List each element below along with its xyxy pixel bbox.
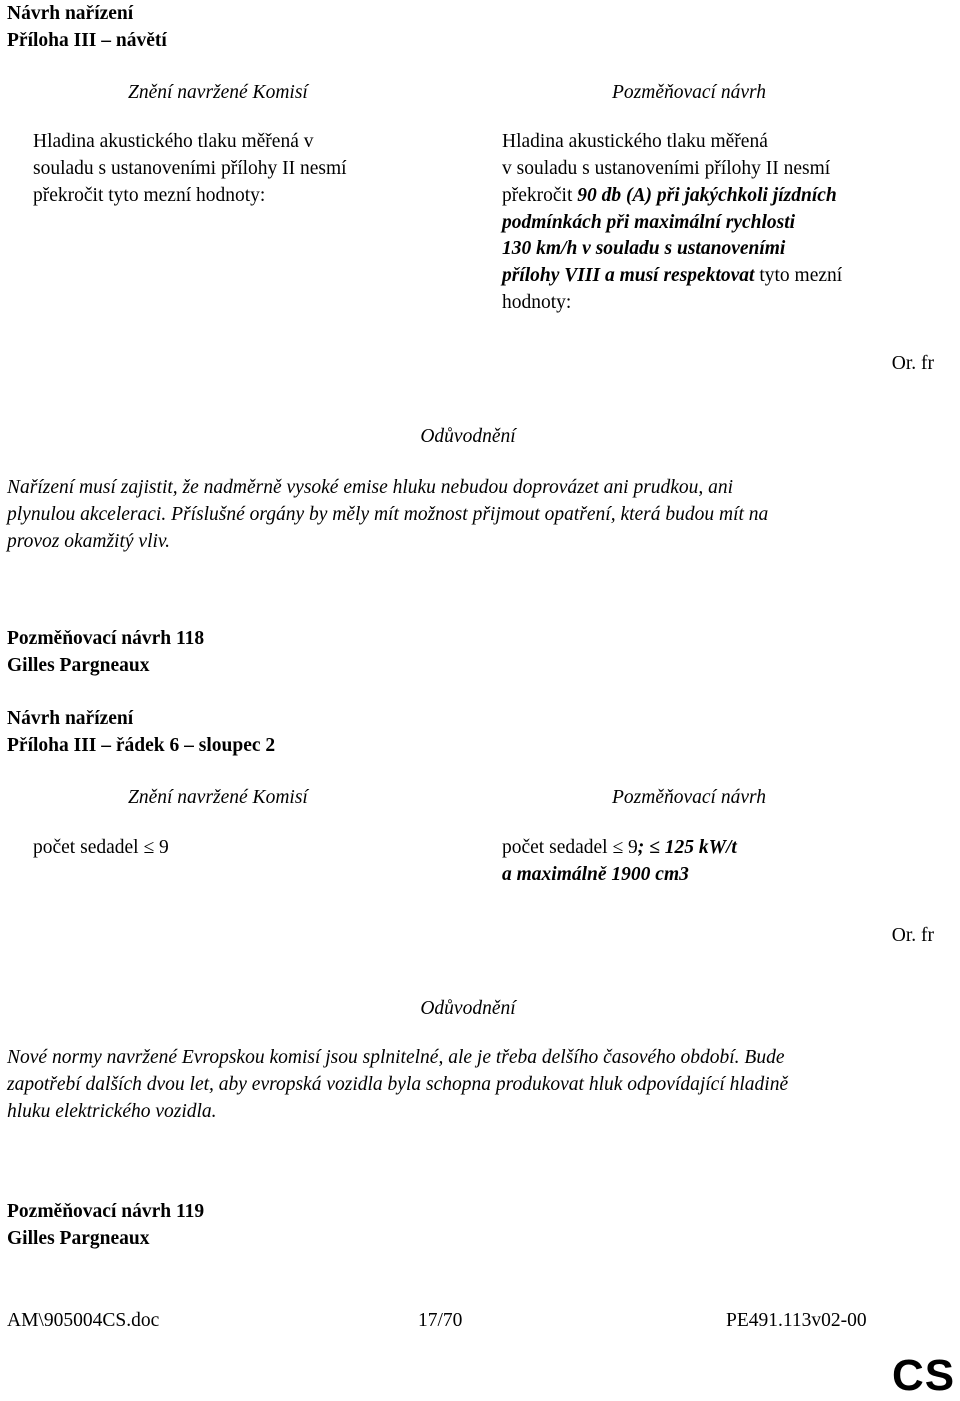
commission-text-line: Hladina akustického tlaku měřená v xyxy=(33,131,314,152)
column-heading-amendment: Pozměňovací návrh xyxy=(612,82,766,103)
column-heading-amendment: Pozměňovací návrh xyxy=(612,787,766,808)
commission-text-line: souladu s ustanoveními přílohy II nesmí xyxy=(33,158,347,179)
justification-line: Nové normy navržené Evropskou komisí jsou splnitelné, ale je třeba delšího časového období. Bude xyxy=(7,1047,785,1068)
amendment-text-line xyxy=(502,834,737,861)
amendment-text-inserted: 90 db (A) při jakýchkoli jízdních xyxy=(577,185,837,206)
amendment-text-line: v souladu s ustanoveními přílohy II nesmí xyxy=(502,158,831,179)
amendment-title: Pozměňovací návrh 118 xyxy=(7,628,205,649)
language-mark: CS xyxy=(892,1351,956,1400)
document-title: Návrh nařízení xyxy=(7,708,134,729)
commission-text-line: překročit tyto mezní hodnoty: xyxy=(33,185,266,206)
annex-reference: Příloha III – řádek 6 – sloupec 2 xyxy=(7,735,276,756)
amendment-text-line: Hladina akustického tlaku měřená xyxy=(502,131,768,152)
footer-page-number: 17/70 xyxy=(418,1310,463,1331)
commission-text-line: počet sedadel ≤ 9 xyxy=(33,837,169,858)
footer-reference: PE491.113v02-00 xyxy=(726,1310,867,1331)
justification-line: hluku elektrického vozidla. xyxy=(7,1101,217,1122)
amendment-title: Pozměňovací návrh 119 xyxy=(7,1201,205,1222)
column-heading-commission: Znění navržené Komisí xyxy=(128,82,308,103)
justification-heading: Odůvodnění xyxy=(420,998,516,1019)
justification-line: Nařízení musí zajistit, že nadměrně vysoké emise hluku nebudou doprovázet ani prudkou, ani xyxy=(7,477,734,498)
document-title: Návrh nařízení xyxy=(7,3,134,24)
footer-filename: AM\905004CS.doc xyxy=(7,1310,160,1331)
amendment-text-line xyxy=(502,182,837,209)
amendment-text-inserted: podmínkách při maximální rychlosti xyxy=(502,212,796,233)
annex-reference: Příloha III – návětí xyxy=(7,30,167,51)
justification-line: zapotřebí dalších dvou let, aby evropská vozidla byla schopna produkovat hluk odpovídající hladině xyxy=(7,1074,789,1095)
column-heading-commission: Znění navržené Komisí xyxy=(128,787,308,808)
amendment-text-inserted: 130 km/h v souladu s ustanoveními xyxy=(502,238,786,259)
justification-line: plynulou akceleraci. Příslušné orgány by měly mít možnost přijmout opatření, která budou mít na xyxy=(7,504,769,525)
original-language: Or. fr xyxy=(891,353,934,374)
amendment-text-line xyxy=(502,262,842,289)
justification-heading: Odůvodnění xyxy=(420,426,516,447)
amendment-text-plain: tyto mezní xyxy=(754,265,843,286)
amendment-author: Gilles Pargneaux xyxy=(7,1228,150,1249)
amendment-text-line: hodnoty: xyxy=(502,292,572,313)
amendment-text-inserted: přílohy VIII a musí respektovat xyxy=(502,265,755,286)
amendment-author: Gilles Pargneaux xyxy=(7,655,150,676)
amendment-text-inserted: a maximálně 1900 cm3 xyxy=(502,864,689,885)
original-language: Or. fr xyxy=(891,925,934,946)
amendment-text-plain: počet sedadel ≤ 9 xyxy=(502,837,638,858)
justification-line: provoz okamžitý vliv. xyxy=(7,531,170,552)
amendment-text-inserted: ; ≤ 125 kW/t xyxy=(637,837,737,858)
amendment-text-plain: překročit xyxy=(502,185,578,206)
